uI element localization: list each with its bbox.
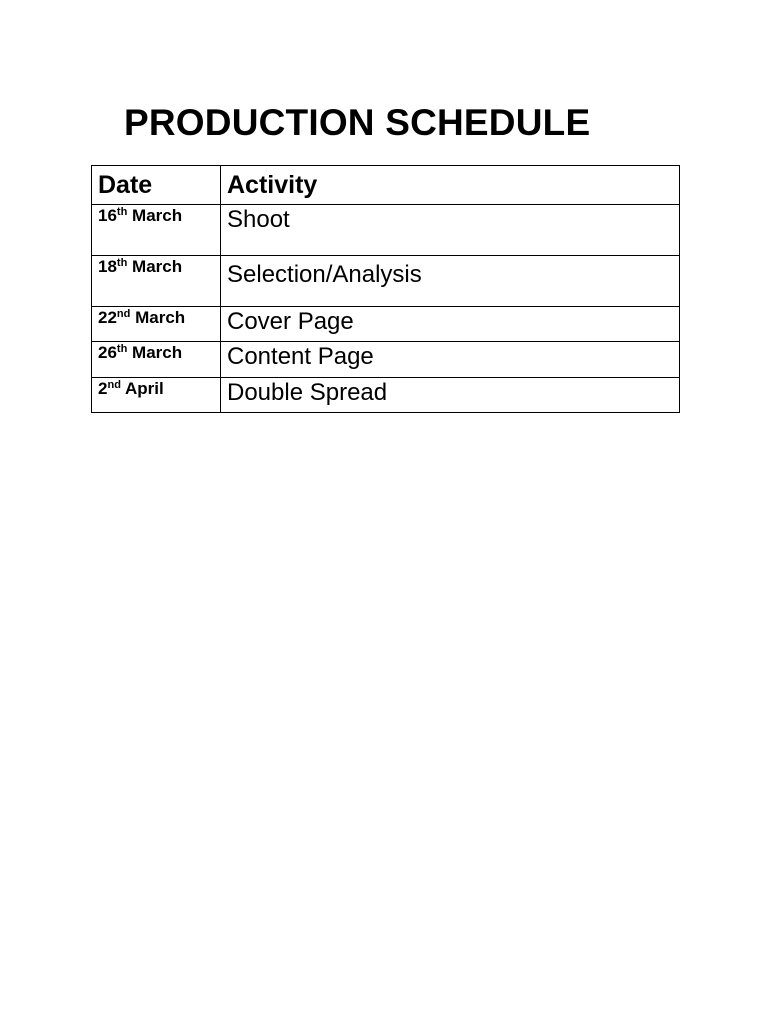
activity-cell: Selection/Analysis — [221, 256, 680, 307]
date-cell — [92, 342, 221, 378]
date-month: March — [132, 206, 183, 225]
date-cell — [92, 205, 221, 256]
date-ordinal-suffix: nd — [107, 379, 121, 391]
date-column-header: Date — [92, 166, 221, 205]
schedule-table — [91, 165, 680, 413]
date-cell — [92, 378, 221, 413]
date-day: 16 — [98, 206, 117, 225]
date-ordinal-suffix: nd — [116, 308, 131, 320]
date-day: 18 — [98, 257, 117, 276]
date-cell — [92, 307, 221, 342]
activity-column-header: Activity — [221, 166, 680, 205]
date-month: March — [135, 308, 186, 327]
table-header-row — [92, 166, 680, 205]
date-ordinal-suffix: th — [116, 343, 128, 355]
date-month: March — [132, 257, 183, 276]
page-title: PRODUCTION SCHEDULE — [124, 102, 591, 143]
date-month: March — [132, 343, 183, 362]
date-day: 22 — [98, 308, 117, 327]
activity-cell: Double Spread — [221, 378, 680, 413]
date-ordinal-suffix: th — [116, 206, 128, 218]
date-day: 2 — [98, 379, 108, 398]
table-row — [92, 342, 680, 378]
table-row — [92, 307, 680, 342]
date-day: 26 — [98, 343, 117, 362]
table-row — [92, 256, 680, 307]
activity-cell: Content Page — [221, 342, 680, 378]
activity-cell: Shoot — [221, 205, 680, 256]
date-cell — [92, 256, 221, 307]
date-month: April — [125, 379, 164, 398]
date-ordinal-suffix: th — [116, 257, 128, 269]
activity-cell: Cover Page — [221, 307, 680, 342]
table-row — [92, 205, 680, 256]
table-row — [92, 378, 680, 413]
